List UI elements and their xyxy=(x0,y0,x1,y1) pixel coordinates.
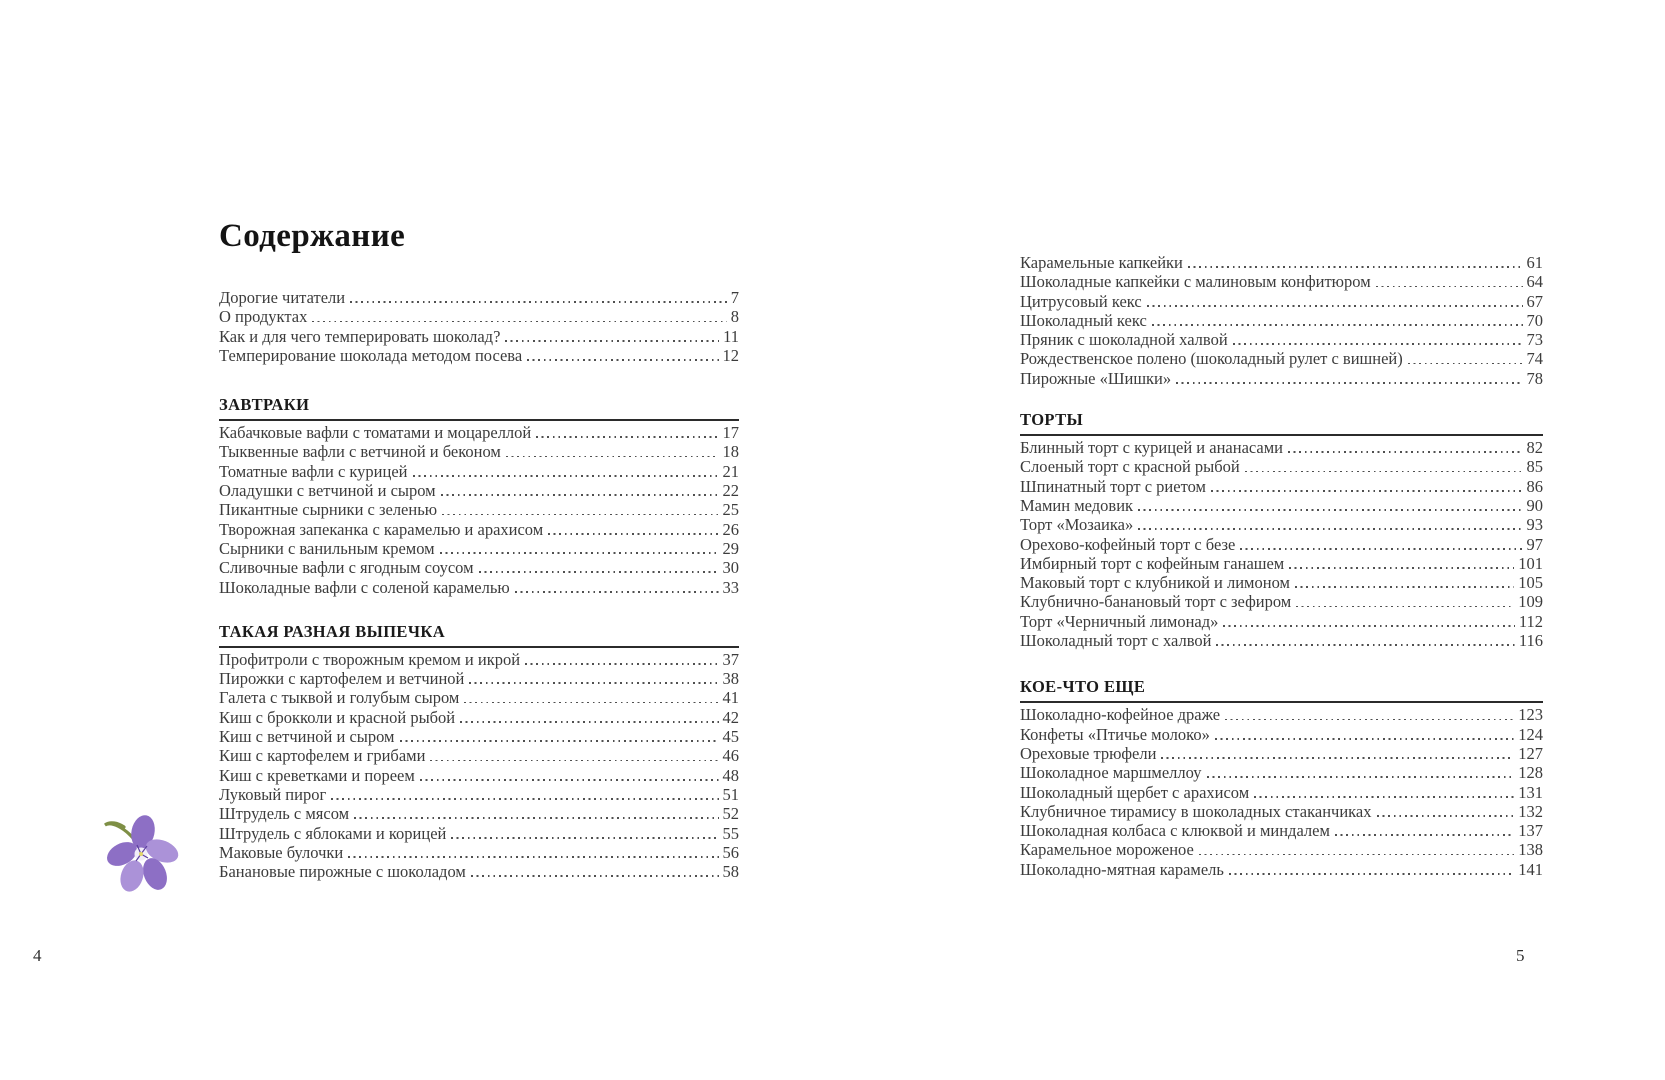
toc-entry xyxy=(1020,369,1543,388)
toc-entry-title: Тыквенные вафли с ветчиной и беконом xyxy=(219,442,501,462)
toc-entry-title: Блинный торт с курицей и ананасами xyxy=(1020,438,1284,458)
toc-entry-page: 30 xyxy=(722,558,739,578)
dot-leader xyxy=(1240,548,1522,550)
toc-entry xyxy=(219,862,739,881)
dot-leader xyxy=(527,359,718,361)
toc-entry-page: 101 xyxy=(1518,553,1543,573)
dot-leader xyxy=(548,533,718,535)
section-heading: ТАКАЯ РАЗНАЯ ВЫПЕЧКА xyxy=(219,622,739,648)
dot-leader xyxy=(413,475,719,477)
toc-entry-page: 128 xyxy=(1518,763,1543,783)
dot-leader xyxy=(400,740,719,742)
toc-entry xyxy=(1020,554,1543,573)
toc-entry-page: 137 xyxy=(1518,821,1543,841)
toc-entry xyxy=(219,824,739,843)
toc-entry-title: Имбирный торт с кофейным ганашем xyxy=(1020,553,1285,573)
toc-entry-title: Пирожные «Шишки» xyxy=(1020,368,1172,388)
toc-entry xyxy=(219,708,739,727)
toc-entry-page: 127 xyxy=(1518,743,1543,763)
toc-entry-page: 112 xyxy=(1518,611,1543,631)
toc-entry-title: Как и для чего темперировать шоколад? xyxy=(219,326,501,346)
toc-entry-title: Киш с ветчиной и сыром xyxy=(219,727,395,747)
dot-leader xyxy=(460,721,718,723)
toc-entry-title: Луковый пирог xyxy=(219,784,327,804)
toc-entry xyxy=(219,843,739,862)
toc-entry-page: 93 xyxy=(1526,515,1543,535)
dot-leader xyxy=(1295,586,1514,588)
toc-entry-title: Дорогие читатели xyxy=(219,288,346,307)
toc-continued-list xyxy=(1020,253,1543,388)
dot-leader xyxy=(1138,528,1522,530)
toc-entry-page: 105 xyxy=(1518,573,1543,593)
dot-leader xyxy=(1161,757,1514,759)
toc-entry xyxy=(219,307,739,326)
dot-leader xyxy=(440,552,719,554)
toc-entry xyxy=(1020,535,1543,554)
toc-entry-title: Галета с тыквой и голубым сыром xyxy=(219,688,460,708)
dot-leader xyxy=(525,663,718,665)
toc-entry xyxy=(1020,725,1543,744)
toc-entry xyxy=(1020,515,1543,534)
toc-entry xyxy=(1020,860,1543,879)
toc-entry-title: Шоколадно-кофейное драже xyxy=(1020,705,1221,725)
toc-entry-page: 97 xyxy=(1526,534,1543,554)
toc-title: Содержание xyxy=(219,218,406,254)
dot-leader xyxy=(1199,854,1514,856)
toc-entry xyxy=(1020,253,1543,272)
toc-entry-page: 46 xyxy=(722,746,739,766)
toc-entry-title: Творожная запеканка с карамелью и арахисом xyxy=(219,519,544,539)
toc-entry-page: 123 xyxy=(1518,705,1543,725)
dot-leader xyxy=(1289,567,1514,569)
toc-entry xyxy=(219,558,739,577)
toc-entry-title: Маковый торт с клубникой и лимоном xyxy=(1020,573,1290,593)
toc-entry xyxy=(219,423,739,442)
toc-entry xyxy=(219,746,739,765)
toc-entry-page: 132 xyxy=(1518,801,1543,821)
toc-entry xyxy=(1020,330,1543,349)
toc-entry-title: Киш с креветками и пореем xyxy=(219,765,415,785)
toc-entry-title: Киш с брокколи и красной рыбой xyxy=(219,707,456,727)
section-heading: ЗАВТРАКИ xyxy=(219,395,739,421)
toc-entry-page: 85 xyxy=(1526,457,1543,477)
section-something-else xyxy=(1020,677,1543,879)
toc-entry-page: 124 xyxy=(1518,724,1543,744)
toc-entry-title: Рождественское полено (шоколадный рулет с вишней) xyxy=(1020,349,1403,369)
toc-entry-page: 141 xyxy=(1518,859,1543,879)
dot-leader xyxy=(1176,382,1522,384)
toc-entry xyxy=(219,785,739,804)
dot-leader xyxy=(506,456,719,458)
toc-entry-title: Пряник с шоколадной халвой xyxy=(1020,330,1228,350)
dot-leader xyxy=(464,702,718,704)
toc-entry xyxy=(1020,783,1543,802)
toc-entry xyxy=(219,539,739,558)
toc-entry-page: 42 xyxy=(722,707,739,727)
toc-entry-page: 33 xyxy=(722,577,739,597)
dot-leader xyxy=(505,340,719,342)
dot-leader xyxy=(350,301,727,303)
toc-entry-title: Шоколадный щербет с арахисом xyxy=(1020,782,1250,802)
toc-entry xyxy=(1020,821,1543,840)
left-page-toc-column xyxy=(219,218,739,881)
toc-entry-title: Конфеты «Птичье молоко» xyxy=(1020,724,1210,744)
toc-entry xyxy=(1020,612,1543,631)
dot-leader xyxy=(536,436,718,438)
dot-leader xyxy=(1215,738,1514,740)
dot-leader xyxy=(1138,509,1522,511)
toc-entry-page: 25 xyxy=(722,500,739,520)
toc-entry-page: 109 xyxy=(1518,592,1543,612)
toc-entry-page: 64 xyxy=(1526,272,1543,292)
toc-entry-page: 58 xyxy=(722,862,739,882)
toc-entry xyxy=(219,288,739,307)
dot-leader xyxy=(451,837,718,839)
toc-entry xyxy=(1020,477,1543,496)
toc-entry xyxy=(1020,272,1543,291)
dot-leader xyxy=(1229,873,1514,875)
toc-entry-page: 8 xyxy=(730,307,739,327)
toc-entry-title: Шоколадная колбаса с клюквой и миндалем xyxy=(1020,821,1330,841)
toc-entry-page: 29 xyxy=(722,538,739,558)
dot-leader xyxy=(354,817,718,819)
toc-entry xyxy=(1020,292,1543,311)
page-number-left: 4 xyxy=(33,946,42,965)
toc-entry-title: Сырники с ванильным кремом xyxy=(219,538,435,558)
toc-entry xyxy=(219,766,739,785)
dot-leader xyxy=(515,591,719,593)
toc-entry-title: Карамельное мороженое xyxy=(1020,840,1194,860)
toc-entry-page: 86 xyxy=(1526,476,1543,496)
dot-leader xyxy=(469,682,718,684)
dot-leader xyxy=(420,779,719,781)
toc-entry-title: Шпинатный торт с риетом xyxy=(1020,476,1206,496)
toc-entry xyxy=(1020,592,1543,611)
toc-entry-title: Шоколадное маршмеллоу xyxy=(1020,763,1202,783)
dot-leader xyxy=(1233,343,1523,345)
toc-entry-page: 73 xyxy=(1526,330,1543,350)
toc-entry xyxy=(1020,705,1543,724)
toc-entry xyxy=(219,442,739,461)
toc-entry-title: Кабачковые вафли с томатами и моцареллой xyxy=(219,423,532,443)
dot-leader xyxy=(1147,305,1523,307)
toc-entry-page: 48 xyxy=(722,765,739,785)
toc-entry-title: Слоеный торт с красной рыбой xyxy=(1020,457,1240,477)
toc-entry xyxy=(1020,311,1543,330)
toc-entry xyxy=(219,804,739,823)
toc-entry-title: Банановые пирожные с шоколадом xyxy=(219,862,466,882)
toc-entry-page: 7 xyxy=(730,288,739,307)
toc-entry-page: 37 xyxy=(722,649,739,669)
toc-entry-title: Торт «Черничный лимонад» xyxy=(1020,611,1219,631)
toc-entry-title: Мамин медовик xyxy=(1020,495,1134,515)
toc-entry-page: 51 xyxy=(722,784,739,804)
dot-leader xyxy=(1288,451,1522,453)
toc-entry xyxy=(1020,573,1543,592)
toc-entry-title: Шоколадный кекс xyxy=(1020,310,1147,330)
section-breakfasts xyxy=(219,395,739,597)
toc-entry-title: Штрудель с мясом xyxy=(219,804,350,824)
toc-entry xyxy=(1020,763,1543,782)
page-number-right: 5 xyxy=(1516,946,1525,965)
toc-entry-title: Шоколадный торт с халвой xyxy=(1020,631,1212,651)
toc-entry xyxy=(1020,802,1543,821)
toc-entry-page: 61 xyxy=(1526,253,1543,272)
toc-entry-title: Пикантные сырники с зеленью xyxy=(219,500,438,520)
section-entry-list xyxy=(219,650,739,882)
toc-entry-title: Ореховые трюфели xyxy=(1020,743,1157,763)
toc-entry xyxy=(219,481,739,500)
toc-entry xyxy=(1020,744,1543,763)
toc-entry-title: Томатные вафли с курицей xyxy=(219,461,408,481)
toc-entry xyxy=(219,688,739,707)
toc-entry xyxy=(1020,496,1543,515)
section-entry-list xyxy=(1020,705,1543,879)
flower-pistil xyxy=(139,852,143,856)
toc-entry-title: Оладушки с ветчиной и сыром xyxy=(219,481,436,501)
toc-entry-page: 22 xyxy=(722,481,739,501)
toc-entry xyxy=(219,650,739,669)
section-cakes xyxy=(1020,410,1543,650)
toc-intro-list xyxy=(219,288,739,365)
toc-entry-page: 45 xyxy=(722,727,739,747)
toc-entry-title: Шоколадные вафли с соленой карамелью xyxy=(219,577,510,597)
dot-leader xyxy=(331,798,718,800)
toc-entry xyxy=(219,346,739,365)
toc-entry-page: 11 xyxy=(723,326,739,346)
dot-leader xyxy=(1207,776,1515,778)
toc-entry-title: Маковые булочки xyxy=(219,842,344,862)
toc-entry-page: 74 xyxy=(1526,349,1543,369)
toc-entry-title: О продуктах xyxy=(219,307,308,327)
section-various-baking xyxy=(219,622,739,882)
toc-entry-page: 38 xyxy=(722,669,739,689)
section-entry-list xyxy=(219,423,739,597)
toc-entry-title: Сливочные вафли с ягодным соусом xyxy=(219,558,474,578)
dot-leader xyxy=(1211,490,1523,492)
toc-entry-page: 56 xyxy=(722,842,739,862)
section-heading: ТОРТЫ xyxy=(1020,410,1543,436)
section-heading: КОЕ-ЧТО ЕЩЕ xyxy=(1020,677,1543,703)
toc-entry-page: 18 xyxy=(722,442,739,462)
toc-entry-page: 26 xyxy=(722,519,739,539)
toc-entry xyxy=(1020,457,1543,476)
toc-entry-page: 55 xyxy=(722,823,739,843)
toc-entry-page: 21 xyxy=(722,461,739,481)
dot-leader xyxy=(1188,266,1523,268)
toc-entry-title: Клубничное тирамису в шоколадных стаканчиках xyxy=(1020,801,1372,821)
toc-entry xyxy=(219,500,739,519)
toc-entry-title: Карамельные капкейки xyxy=(1020,253,1183,272)
toc-entry-page: 17 xyxy=(722,423,739,443)
dot-leader xyxy=(1223,625,1514,627)
section-entry-list xyxy=(1020,438,1543,650)
toc-entry-page: 52 xyxy=(722,804,739,824)
toc-entry-page: 138 xyxy=(1518,840,1543,860)
toc-entry-page: 90 xyxy=(1526,495,1543,515)
toc-entry-title: Клубнично-банановый торт с зефиром xyxy=(1020,592,1292,612)
toc-entry-title: Шоколадно-мятная карамель xyxy=(1020,859,1224,879)
dot-leader xyxy=(312,321,726,323)
toc-entry xyxy=(1020,438,1543,457)
dot-leader xyxy=(1245,471,1523,473)
dot-leader xyxy=(1296,606,1514,608)
toc-entry xyxy=(219,578,739,597)
dot-leader xyxy=(1225,719,1514,721)
toc-entry xyxy=(1020,631,1543,650)
dot-leader xyxy=(471,875,719,877)
toc-entry-page: 116 xyxy=(1518,631,1543,651)
toc-entry xyxy=(219,327,739,346)
dot-leader xyxy=(1408,363,1523,365)
toc-entry-page: 131 xyxy=(1518,782,1543,802)
toc-entry-page: 41 xyxy=(722,688,739,708)
toc-entry-page: 78 xyxy=(1526,368,1543,388)
toc-entry xyxy=(1020,840,1543,859)
toc-entry-title: Шоколадные капкейки с малиновым конфитюром xyxy=(1020,272,1371,292)
dot-leader xyxy=(348,856,718,858)
flower-stem xyxy=(105,823,133,838)
violet-flower-icon xyxy=(98,812,182,896)
toc-entry-title: Штрудель с яблоками и корицей xyxy=(219,823,447,843)
toc-entry xyxy=(219,462,739,481)
toc-entry xyxy=(219,669,739,688)
toc-entry xyxy=(219,520,739,539)
toc-entry-title: Орехово-кофейный торт с безе xyxy=(1020,534,1236,554)
toc-entry-title: Торт «Мозаика» xyxy=(1020,515,1134,535)
toc-entry-page: 70 xyxy=(1526,310,1543,330)
toc-entry xyxy=(1020,349,1543,368)
toc-entry-page: 12 xyxy=(722,345,739,365)
toc-entry-page: 67 xyxy=(1526,291,1543,311)
toc-entry-title: Пирожки с картофелем и ветчиной xyxy=(219,669,465,689)
dot-leader xyxy=(442,514,718,516)
toc-entry-title: Киш с картофелем и грибами xyxy=(219,746,426,766)
dot-leader xyxy=(1152,324,1523,326)
dot-leader xyxy=(479,571,719,573)
dot-leader xyxy=(1216,644,1514,646)
toc-entry-title: Профитроли с творожным кремом и икрой xyxy=(219,649,521,669)
dot-leader xyxy=(1335,834,1514,836)
toc-entry-page: 82 xyxy=(1526,438,1543,458)
toc-entry-title: Цитрусовый кекс xyxy=(1020,291,1142,311)
dot-leader xyxy=(1377,815,1515,817)
right-page-toc-column xyxy=(1020,253,1543,879)
dot-leader xyxy=(430,760,718,762)
toc-entry-title: Темперирование шоколада методом посева xyxy=(219,345,523,365)
dot-leader xyxy=(1376,286,1523,288)
toc-entry xyxy=(219,727,739,746)
dot-leader xyxy=(441,494,719,496)
dot-leader xyxy=(1254,796,1514,798)
